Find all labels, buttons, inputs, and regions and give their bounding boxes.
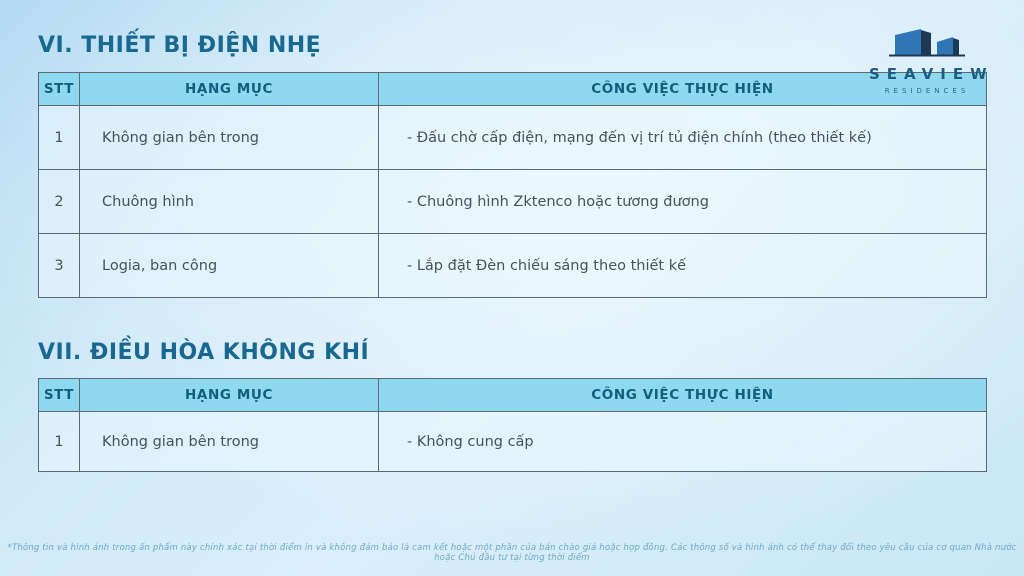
cell-hang-muc: Không gian bên trong [80, 412, 379, 472]
cell-stt: 2 [39, 170, 80, 234]
table-header-row [39, 379, 987, 412]
cell-cong-viec: - Đấu chờ cấp điện, mạng đến vị trí tủ điện chính (theo thiết kế) [379, 106, 987, 170]
buildings-icon [877, 22, 973, 62]
header-hang-muc: HẠNG MỤC [80, 379, 379, 412]
cell-stt: 3 [39, 234, 80, 298]
header-stt: STT [39, 379, 80, 412]
logo-subbrand-text: RESIDENCES [884, 87, 970, 95]
table-thiet-bi-dien-nhe [38, 72, 987, 298]
header-stt: STT [39, 73, 80, 106]
cell-hang-muc: Chuông hình [80, 170, 379, 234]
table-dieu-hoa-khong-khi [38, 378, 987, 472]
cell-stt: 1 [39, 412, 80, 472]
cell-stt: 1 [39, 106, 80, 170]
footer-disclaimer: *Thông tin và hình ảnh trong ấn phẩm này chính xác tại thời điểm in và không đảm bảo là cam kết hoặc một phần của bản chào giá hoặc hợp đồng. Các thông số và hình ảnh có thể thay đổi theo yêu cầu của cơ quan Nhà nước hoặc Chủ đầu tư tại từng thời điểm [7, 543, 1017, 563]
table-header-row [39, 73, 987, 106]
table-row [39, 170, 987, 234]
logo-brand-text: SEAVIEW [869, 65, 994, 83]
header-cong-viec: CÔNG VIỆC THỰC HIỆN [379, 379, 987, 412]
section-title-vii: VII. ĐIỀU HÒA KHÔNG KHÍ [38, 340, 370, 365]
section-title-vi: VI. THIẾT BỊ ĐIỆN NHẸ [38, 33, 322, 58]
cell-cong-viec: - Lắp đặt Đèn chiếu sáng theo thiết kế [379, 234, 987, 298]
cell-cong-viec: - Không cung cấp [379, 412, 987, 472]
header-cong-viec: CÔNG VIỆC THỰC HIỆN [379, 73, 987, 106]
table-row [39, 412, 987, 472]
table-row [39, 234, 987, 298]
cell-hang-muc: Không gian bên trong [80, 106, 379, 170]
cell-cong-viec: - Chuông hình Zktenco hoặc tương đương [379, 170, 987, 234]
seaview-logo [862, 22, 994, 95]
table-row [39, 106, 987, 170]
header-hang-muc: HẠNG MỤC [80, 73, 379, 106]
cell-hang-muc: Logia, ban công [80, 234, 379, 298]
